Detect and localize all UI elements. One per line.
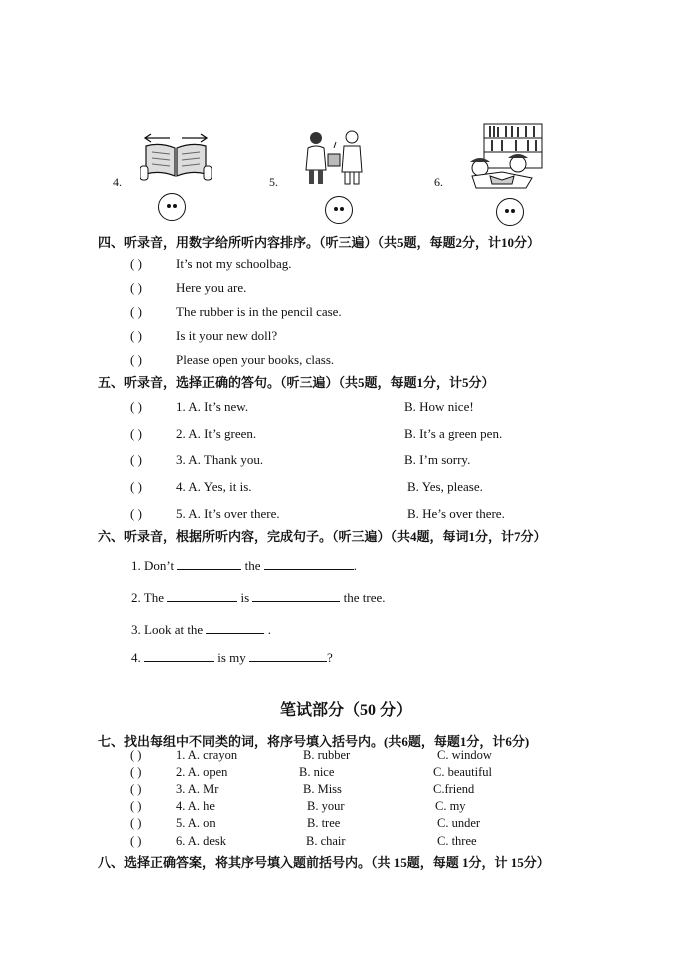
- answer-blank[interactable]: [252, 589, 340, 602]
- answer-parentheses[interactable]: ( ): [130, 799, 142, 813]
- option-b: B. He’s over there.: [407, 506, 505, 521]
- answer-parentheses[interactable]: ( ): [130, 352, 142, 367]
- list-item: [130, 426, 256, 442]
- section-8-heading: 八、选择正确答案，将其序号填入题前括号内。（共 15题，每题 1分，计 15分）: [98, 855, 550, 870]
- option-b: B. Miss: [303, 782, 342, 796]
- answer-parentheses[interactable]: ( ): [130, 765, 142, 779]
- list-item: [130, 352, 334, 368]
- open-book-icon: [140, 130, 212, 182]
- list-item: [130, 782, 218, 797]
- list-item: [130, 328, 277, 344]
- option-b: B. nice: [299, 765, 335, 779]
- sentence: It’s not my schoolbag.: [176, 256, 292, 271]
- answer-parentheses[interactable]: ( ): [130, 328, 142, 343]
- sentence-text: ?: [327, 650, 333, 665]
- answer-parentheses[interactable]: ( ): [130, 748, 142, 762]
- answer-blank[interactable]: [144, 649, 214, 662]
- option-b: B. How nice!: [404, 399, 474, 414]
- list-item: [130, 748, 237, 763]
- sentence: The rubber is in the pencil case.: [176, 304, 342, 319]
- sentence-text: the: [244, 558, 261, 573]
- answer-parentheses[interactable]: ( ): [130, 399, 142, 414]
- option-a: 5. A. on: [176, 816, 216, 830]
- option-a: 1. A. It’s new.: [176, 399, 249, 414]
- answer-blank[interactable]: [177, 557, 241, 570]
- option-b: B. your: [307, 799, 345, 813]
- answer-parentheses[interactable]: ( ): [130, 426, 142, 441]
- list-item: [130, 399, 248, 415]
- sentence: Here you are.: [176, 280, 247, 295]
- section-6-heading: 六、听录音，根据所听内容，完成句子。（听三遍）（共4题，每词1分，计7分）: [98, 529, 547, 544]
- list-item: [130, 799, 215, 814]
- answer-parentheses[interactable]: ( ): [130, 834, 142, 848]
- sentence-text: 1. Don’t: [131, 558, 175, 573]
- sentence-text: the tree.: [343, 590, 386, 605]
- sentence-text: .: [353, 558, 357, 573]
- list-item: [130, 304, 342, 320]
- option-a: 2. A. It’s green.: [176, 426, 257, 441]
- answer-parentheses[interactable]: ( ): [130, 452, 142, 467]
- option-c: C. window: [437, 748, 492, 762]
- sentence-text: is: [240, 590, 250, 605]
- fill-sentence-2: [131, 589, 386, 606]
- picture-number: 6.: [434, 175, 443, 189]
- option-b: B. rubber: [303, 748, 351, 762]
- two-people-gift-icon: [300, 128, 372, 186]
- answer-parentheses[interactable]: ( ): [130, 782, 142, 796]
- face-icon: [158, 193, 186, 221]
- option-c: C. under: [437, 816, 481, 830]
- option-b: B. I’m sorry.: [404, 452, 471, 467]
- sentence: Is it your new doll?: [176, 328, 278, 343]
- section-7-heading: 七、找出每组中不同类的词，将序号填入括号内。(共6题，每题1分，计6分): [98, 734, 530, 749]
- picture-number: 4.: [113, 175, 122, 189]
- option-a: 1. A. crayon: [176, 748, 238, 762]
- list-item: [130, 452, 263, 468]
- option-a: 5. A. It’s over there.: [176, 506, 280, 521]
- option-a: 4. A. he: [176, 799, 215, 813]
- fill-sentence-1: [131, 557, 357, 574]
- answer-parentheses[interactable]: ( ): [130, 816, 142, 830]
- answer-parentheses[interactable]: ( ): [130, 506, 142, 521]
- picture-number: 5.: [269, 175, 278, 189]
- answer-parentheses[interactable]: ( ): [130, 304, 142, 319]
- option-b: B. Yes, please.: [407, 479, 483, 494]
- option-c: C. three: [437, 834, 477, 848]
- sentence-text: 3. Look at the: [131, 622, 204, 637]
- face-icon: [496, 198, 524, 226]
- option-c: C.friend: [433, 782, 475, 796]
- answer-blank[interactable]: [206, 621, 264, 634]
- answer-blank[interactable]: [249, 649, 327, 662]
- option-b: B. tree: [307, 816, 341, 830]
- list-item: [130, 816, 216, 831]
- list-item: [130, 765, 227, 780]
- section-4-heading: 四、听录音，用数字给所听内容排序。（听三遍）（共5题，每题2分，计10分）: [98, 235, 541, 250]
- list-item: [130, 834, 226, 849]
- sentence-text: 4.: [131, 650, 141, 665]
- fill-sentence-3: [131, 621, 271, 638]
- option-a: 6. A. desk: [176, 834, 226, 848]
- children-reading-icon: [462, 122, 544, 192]
- list-item: [130, 280, 246, 296]
- sentence-text: .: [267, 622, 271, 637]
- option-c: C. beautiful: [433, 765, 493, 779]
- list-item: [130, 479, 252, 495]
- sentence: Please open your books, class.: [176, 352, 335, 367]
- answer-blank[interactable]: [167, 589, 237, 602]
- sentence-text: is my: [217, 650, 246, 665]
- answer-parentheses[interactable]: ( ): [130, 280, 142, 295]
- option-b: B. chair: [306, 834, 346, 848]
- option-a: 3. A. Thank you.: [176, 452, 264, 467]
- option-b: B. It’s a green pen.: [404, 426, 503, 441]
- option-a: 4. A. Yes, it is.: [176, 479, 252, 494]
- sentence-text: 2. The: [131, 590, 164, 605]
- section-5-heading: 五、听录音，选择正确的答句。（听三遍）（共5题，每题1分，计5分）: [98, 375, 495, 390]
- fill-sentence-4: [131, 649, 333, 666]
- face-icon: [325, 196, 353, 224]
- list-item: [130, 506, 280, 522]
- option-c: C. my: [435, 799, 466, 813]
- option-a: 3. A. Mr: [176, 782, 219, 796]
- answer-blank[interactable]: [264, 557, 354, 570]
- list-item: [130, 256, 292, 272]
- option-a: 2. A. open: [176, 765, 228, 779]
- answer-parentheses[interactable]: ( ): [130, 256, 142, 271]
- answer-parentheses[interactable]: ( ): [130, 479, 142, 494]
- written-part-title: 笔试部分（50 分）: [279, 702, 412, 719]
